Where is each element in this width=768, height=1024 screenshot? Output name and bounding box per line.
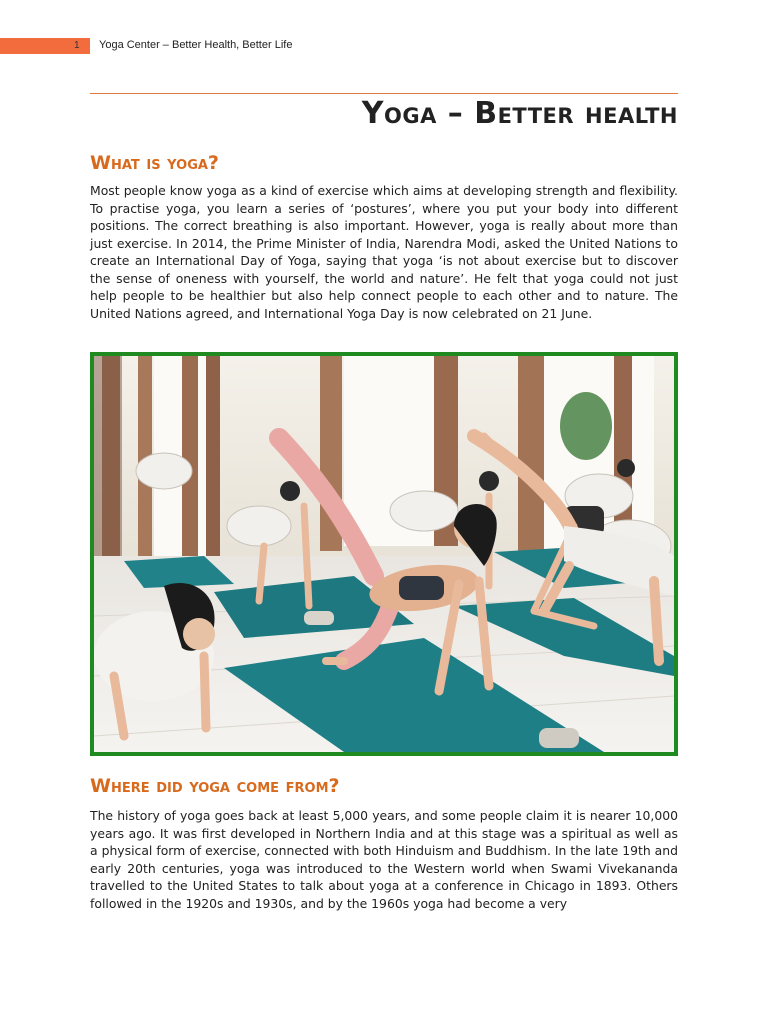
section-heading-where-did-yoga-come-from: Where did yoga come from?: [90, 775, 340, 797]
header-rule: [90, 93, 678, 94]
page-number: 1: [74, 40, 80, 51]
yoga-class-illustration: [94, 356, 674, 752]
section-body-what-is-yoga: Most people know yoga as a kind of exercise which aims at developing strength and flexibility. To practise yoga, you learn a series of ‘postures’, where you put your body into different positions. The correct breathing is also important. However, yoga is really about more than just exercise. In 2014, the Prime Minister of India, Narendra Modi, asked the United Nations to create an International Day of Yoga, saying that yoga ‘is not about exercise but to discover the sense of oneness with yourself, the world and nature’. He felt that yoga could not just help people to be healthier but also help connect people to each other and to nature. The United Nations agreed, and International Yoga Day is now celebrated on 21 June.: [90, 183, 678, 321]
document-title: Yoga – Better health: [361, 96, 678, 131]
section-body-where-did-yoga-come-from: The history of yoga goes back at least 5,000 years, and some people claim it is nearer 10,000 years ago. It was first developed in Northern India and at this stage was a spiritual as well as a physical form of exercise, connected with both Hinduism and Buddhism. In the late 19th and early 20th centuries, yoga was introduced to the Western world when Swami Vivekananda travelled to the United States to talk about yoga at a conference in Chicago in 1893. Others followed in the 1920s and 1930s, and by the 1960s yoga had become a very: [90, 808, 678, 911]
section-heading-what-is-yoga: What is yoga?: [90, 152, 219, 174]
running-header: Yoga Center – Better Health, Better Life: [99, 39, 293, 51]
yoga-class-photo: [90, 352, 678, 756]
